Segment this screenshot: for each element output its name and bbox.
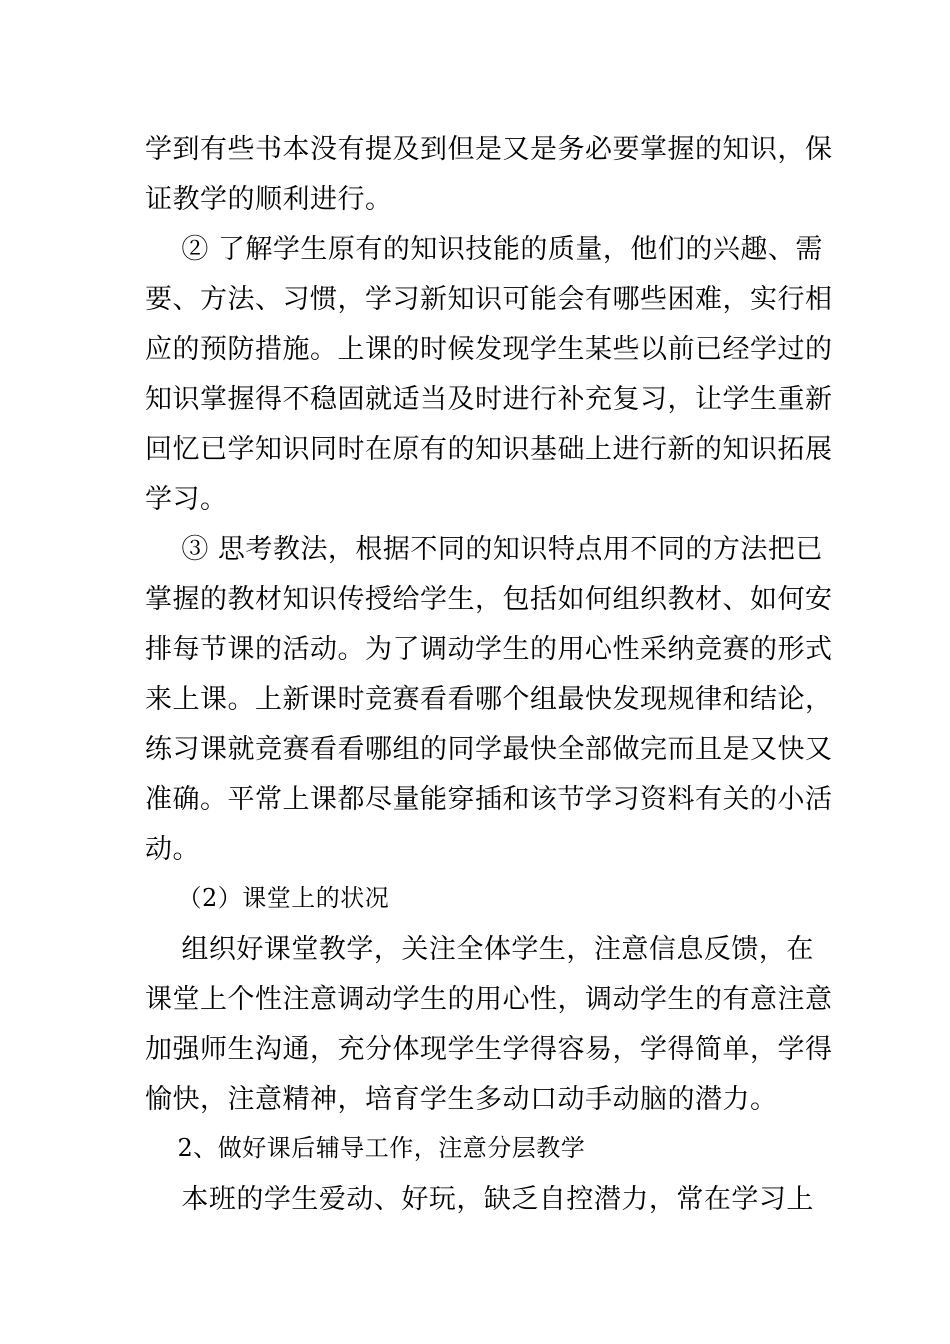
text-line: 准确。平常上课都尽量能穿插和该节学习资料有关的小活 (145, 784, 833, 815)
text-line: 回忆已学知识同时在原有的知识基础上进行新的知识拓展 (145, 434, 833, 465)
text-line: 来上课。上新课时竞赛看看哪个组最快发现规律和结论， (145, 684, 833, 715)
text-line: 掌握的教材知识传授给学生，包括如何组织教材、如何安 (145, 584, 833, 615)
text-line: ③ 思考教法，根据不同的知识特点用不同的方法把已 (145, 534, 823, 565)
text-line: 证教学的顺利进行。 (145, 184, 393, 215)
text-line: 学习。 (145, 484, 228, 515)
text-line: 组织好课堂教学，关注全体学生，注意信息反馈，在 (145, 934, 814, 965)
text-line: 排每节课的活动。为了调动学生的用心性采纳竞赛的形式 (145, 634, 833, 665)
section-heading: 2、做好课后辅导工作，注意分层教学 (145, 1134, 586, 1162)
section-heading: （2）课堂上的状况 (145, 884, 390, 912)
text-line: 学到有些书本没有提及到但是又是务必要掌握的知识，保 (145, 134, 833, 165)
text-line: 加强师生沟通，充分体现学生学得容易，学得简单，学得 (145, 1034, 833, 1065)
text-line: 愉快，注意精神，培育学生多动口动手动脑的潜力。 (145, 1084, 778, 1115)
text-line: 练习课就竞赛看看哪组的同学最快全部做完而且是又快又 (145, 734, 833, 765)
text-line: 本班的学生爱动、好玩，缺乏自控潜力，常在学习上 (145, 1184, 814, 1215)
text-line: 要、方法、习惯，学习新知识可能会有哪些困难，实行相 (145, 284, 833, 315)
text-line: 应的预防措施。上课的时候发现学生某些以前已经学过的 (145, 334, 833, 365)
text-line: 知识掌握得不稳固就适当及时进行补充复习，让学生重新 (145, 384, 833, 415)
text-line: ② 了解学生原有的知识技能的质量，他们的兴趣、需 (145, 234, 823, 265)
text-line: 动。 (145, 834, 200, 865)
text-line: 课堂上个性注意调动学生的用心性，调动学生的有意注意 (145, 984, 833, 1015)
